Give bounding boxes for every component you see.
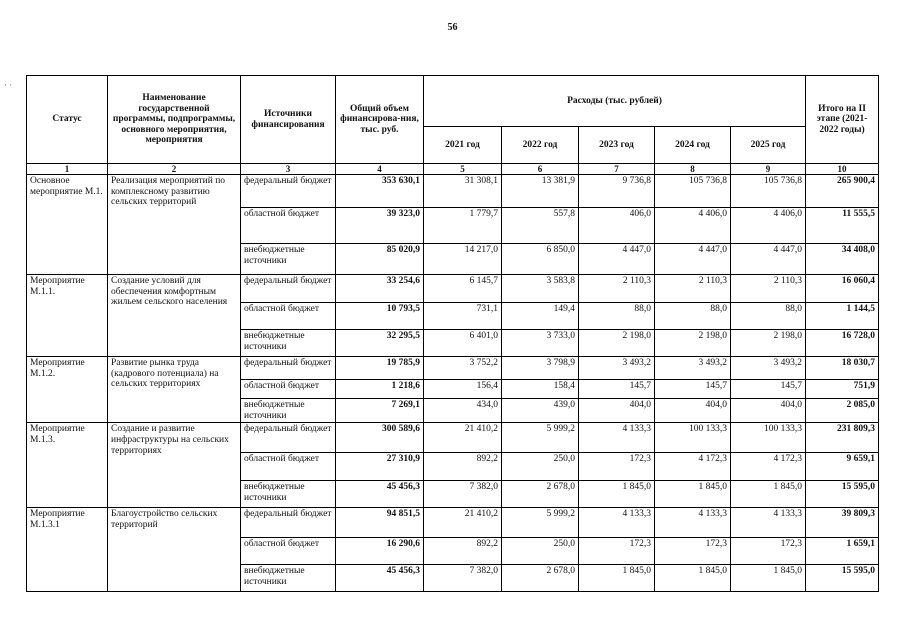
header-stage-total: Итого на II этапе (2021-2022 годы): [806, 76, 879, 164]
stage-total-cell: 2 085,0: [806, 399, 879, 423]
year-amount-cell: 21 410,2: [424, 423, 502, 453]
year-amount-cell: 149,4: [502, 303, 579, 330]
status-cell: Мероприятие М.1.3.1: [27, 508, 108, 592]
stage-total-cell: 34 408,0: [806, 244, 879, 275]
total-amount-cell: 45 456,3: [336, 481, 424, 508]
total-amount-cell: 300 589,6: [336, 423, 424, 453]
table-row: [27, 423, 879, 453]
year-amount-cell: 3 583,8: [502, 275, 579, 303]
year-amount-cell: 6 850,0: [502, 244, 579, 275]
stage-total-cell: 1 144,5: [806, 303, 879, 330]
year-amount-cell: 404,0: [731, 399, 806, 423]
year-amount-cell: 4 406,0: [655, 208, 731, 244]
funding-source-cell: областной бюджет: [241, 538, 336, 565]
column-number: 2: [108, 164, 241, 175]
year-amount-cell: 100 133,3: [655, 423, 731, 453]
year-amount-cell: 4 133,3: [655, 508, 731, 538]
header-expenses: Расходы (тыс. рублей): [424, 76, 806, 127]
program-name-cell: Реализация мероприятий по комплексному развитию сельских территорий: [108, 175, 241, 275]
total-amount-cell: 10 793,5: [336, 303, 424, 330]
year-amount-cell: 2 198,0: [579, 330, 655, 357]
year-amount-cell: 4 172,3: [655, 453, 731, 481]
column-number: 4: [336, 164, 424, 175]
year-amount-cell: 250,0: [502, 453, 579, 481]
funding-source-cell: областной бюджет: [241, 453, 336, 481]
program-name-cell: Создание условий для обеспечения комфортным жильем сельского населения: [108, 275, 241, 357]
funding-source-cell: федеральный бюджет: [241, 508, 336, 538]
funding-source-cell: внебюджетные источники: [241, 244, 336, 275]
year-amount-cell: 172,3: [579, 538, 655, 565]
stage-total-cell: 11 555,5: [806, 208, 879, 244]
year-amount-cell: 2 678,0: [502, 481, 579, 508]
year-amount-cell: 1 845,0: [655, 481, 731, 508]
header-year: 2022 год: [502, 127, 579, 164]
header-name: Наименование государственной программы, подпрограммы, основного мероприятия, мероприятия: [108, 76, 241, 164]
year-amount-cell: 2 110,3: [731, 275, 806, 303]
total-amount-cell: 32 295,5: [336, 330, 424, 357]
year-amount-cell: 6 401,0: [424, 330, 502, 357]
column-number: 9: [731, 164, 806, 175]
year-amount-cell: 105 736,8: [731, 175, 806, 208]
year-amount-cell: 439,0: [502, 399, 579, 423]
funding-source-cell: внебюджетные источники: [241, 330, 336, 357]
stage-total-cell: 265 900,4: [806, 175, 879, 208]
year-amount-cell: 3 493,2: [579, 357, 655, 380]
header-total: Общий объем финансирова-ния, тыс. руб.: [336, 76, 424, 164]
year-amount-cell: 172,3: [655, 538, 731, 565]
year-amount-cell: 1 845,0: [655, 565, 731, 592]
header-year: 2025 год: [731, 127, 806, 164]
table-row: [27, 508, 879, 538]
total-amount-cell: 45 456,3: [336, 565, 424, 592]
header-status: Статус: [27, 76, 108, 164]
year-amount-cell: 4 133,3: [579, 423, 655, 453]
budget-table: [26, 75, 879, 592]
year-amount-cell: 156,4: [424, 380, 502, 399]
header-year: 2024 год: [655, 127, 731, 164]
total-amount-cell: 27 310,9: [336, 453, 424, 481]
year-amount-cell: 3 752,2: [424, 357, 502, 380]
year-amount-cell: 145,7: [731, 380, 806, 399]
table-row: [27, 175, 879, 208]
stage-total-cell: 9 659,1: [806, 453, 879, 481]
status-cell: Основное мероприятие М.1.: [27, 175, 108, 275]
year-amount-cell: 172,3: [731, 538, 806, 565]
year-amount-cell: 1 779,7: [424, 208, 502, 244]
table-row: [27, 275, 879, 303]
year-amount-cell: 4 133,3: [579, 508, 655, 538]
total-amount-cell: 353 630,1: [336, 175, 424, 208]
year-amount-cell: 1 845,0: [731, 565, 806, 592]
table-body: [27, 175, 879, 592]
year-amount-cell: 5 999,2: [502, 508, 579, 538]
year-amount-cell: 2 678,0: [502, 565, 579, 592]
stage-total-cell: 15 595,0: [806, 481, 879, 508]
year-amount-cell: 406,0: [579, 208, 655, 244]
total-amount-cell: 94 851,5: [336, 508, 424, 538]
year-amount-cell: 892,2: [424, 538, 502, 565]
year-amount-cell: 6 145,7: [424, 275, 502, 303]
year-amount-cell: 1 845,0: [731, 481, 806, 508]
table-row: [27, 357, 879, 380]
total-amount-cell: 85 020,9: [336, 244, 424, 275]
status-cell: Мероприятие М.1.3.: [27, 423, 108, 508]
year-amount-cell: 3 493,2: [731, 357, 806, 380]
funding-source-cell: федеральный бюджет: [241, 357, 336, 380]
stage-total-cell: 751,9: [806, 380, 879, 399]
status-cell: Мероприятие М.1.2.: [27, 357, 108, 423]
year-amount-cell: 731,1: [424, 303, 502, 330]
year-amount-cell: 21 410,2: [424, 508, 502, 538]
column-number: 6: [502, 164, 579, 175]
year-amount-cell: 4 172,3: [731, 453, 806, 481]
total-amount-cell: 19 785,9: [336, 357, 424, 380]
funding-source-cell: внебюджетные источники: [241, 399, 336, 423]
funding-source-cell: федеральный бюджет: [241, 175, 336, 208]
year-amount-cell: 100 133,3: [731, 423, 806, 453]
funding-source-cell: внебюджетные источники: [241, 481, 336, 508]
header-sources: Источники финансирования: [241, 76, 336, 164]
year-amount-cell: 31 308,1: [424, 175, 502, 208]
column-number: 8: [655, 164, 731, 175]
header-year: 2021 год: [424, 127, 502, 164]
stage-total-cell: 16 060,4: [806, 275, 879, 303]
year-amount-cell: 5 999,2: [502, 423, 579, 453]
year-amount-cell: 145,7: [579, 380, 655, 399]
year-amount-cell: 1 845,0: [579, 565, 655, 592]
year-amount-cell: 3 733,0: [502, 330, 579, 357]
year-amount-cell: 13 381,9: [502, 175, 579, 208]
stage-total-cell: 1 659,1: [806, 538, 879, 565]
year-amount-cell: 404,0: [655, 399, 731, 423]
column-number: 5: [424, 164, 502, 175]
total-amount-cell: 7 269,1: [336, 399, 424, 423]
year-amount-cell: 4 133,3: [731, 508, 806, 538]
program-name-cell: Благоустройство сельских территорий: [108, 508, 241, 592]
column-number: 1: [27, 164, 108, 175]
stage-total-cell: 231 809,3: [806, 423, 879, 453]
total-amount-cell: 39 323,0: [336, 208, 424, 244]
stage-total-cell: 15 595,0: [806, 565, 879, 592]
year-amount-cell: 2 198,0: [655, 330, 731, 357]
year-amount-cell: 4 406,0: [731, 208, 806, 244]
total-amount-cell: 1 218,6: [336, 380, 424, 399]
stage-total-cell: 39 809,3: [806, 508, 879, 538]
year-amount-cell: 3 798,9: [502, 357, 579, 380]
column-number: 3: [241, 164, 336, 175]
stage-total-cell: 18 030,7: [806, 357, 879, 380]
funding-source-cell: областной бюджет: [241, 208, 336, 244]
funding-source-cell: областной бюджет: [241, 303, 336, 330]
funding-source-cell: федеральный бюджет: [241, 423, 336, 453]
year-amount-cell: 4 447,0: [579, 244, 655, 275]
year-amount-cell: 145,7: [655, 380, 731, 399]
funding-source-cell: федеральный бюджет: [241, 275, 336, 303]
year-amount-cell: 9 736,8: [579, 175, 655, 208]
total-amount-cell: 16 290,6: [336, 538, 424, 565]
year-amount-cell: 158,4: [502, 380, 579, 399]
year-amount-cell: 2 198,0: [731, 330, 806, 357]
status-cell: Мероприятие М.1.1.: [27, 275, 108, 357]
year-amount-cell: 88,0: [655, 303, 731, 330]
year-amount-cell: 557,8: [502, 208, 579, 244]
year-amount-cell: 7 382,0: [424, 481, 502, 508]
year-amount-cell: 88,0: [579, 303, 655, 330]
program-name-cell: Развитие рынка труда (кадрового потенциала) на сельских территориях: [108, 357, 241, 423]
year-amount-cell: 105 736,8: [655, 175, 731, 208]
year-amount-cell: 4 447,0: [655, 244, 731, 275]
margin-mark: · ·: [4, 80, 13, 90]
year-amount-cell: 2 110,3: [655, 275, 731, 303]
year-amount-cell: 404,0: [579, 399, 655, 423]
page-number: 56: [447, 22, 458, 33]
year-amount-cell: 88,0: [731, 303, 806, 330]
header-year: 2023 год: [579, 127, 655, 164]
year-amount-cell: 2 110,3: [579, 275, 655, 303]
year-amount-cell: 434,0: [424, 399, 502, 423]
year-amount-cell: 250,0: [502, 538, 579, 565]
year-amount-cell: 892,2: [424, 453, 502, 481]
year-amount-cell: 7 382,0: [424, 565, 502, 592]
funding-source-cell: областной бюджет: [241, 380, 336, 399]
year-amount-cell: 1 845,0: [579, 481, 655, 508]
year-amount-cell: 3 493,2: [655, 357, 731, 380]
column-number: 10: [806, 164, 879, 175]
year-amount-cell: 14 217,0: [424, 244, 502, 275]
column-number: 7: [579, 164, 655, 175]
year-amount-cell: 172,3: [579, 453, 655, 481]
funding-source-cell: внебюджетные источники: [241, 565, 336, 592]
stage-total-cell: 16 728,0: [806, 330, 879, 357]
year-amount-cell: 4 447,0: [731, 244, 806, 275]
total-amount-cell: 33 254,6: [336, 275, 424, 303]
program-name-cell: Создание и развитие инфраструктуры на сельских территориях: [108, 423, 241, 508]
